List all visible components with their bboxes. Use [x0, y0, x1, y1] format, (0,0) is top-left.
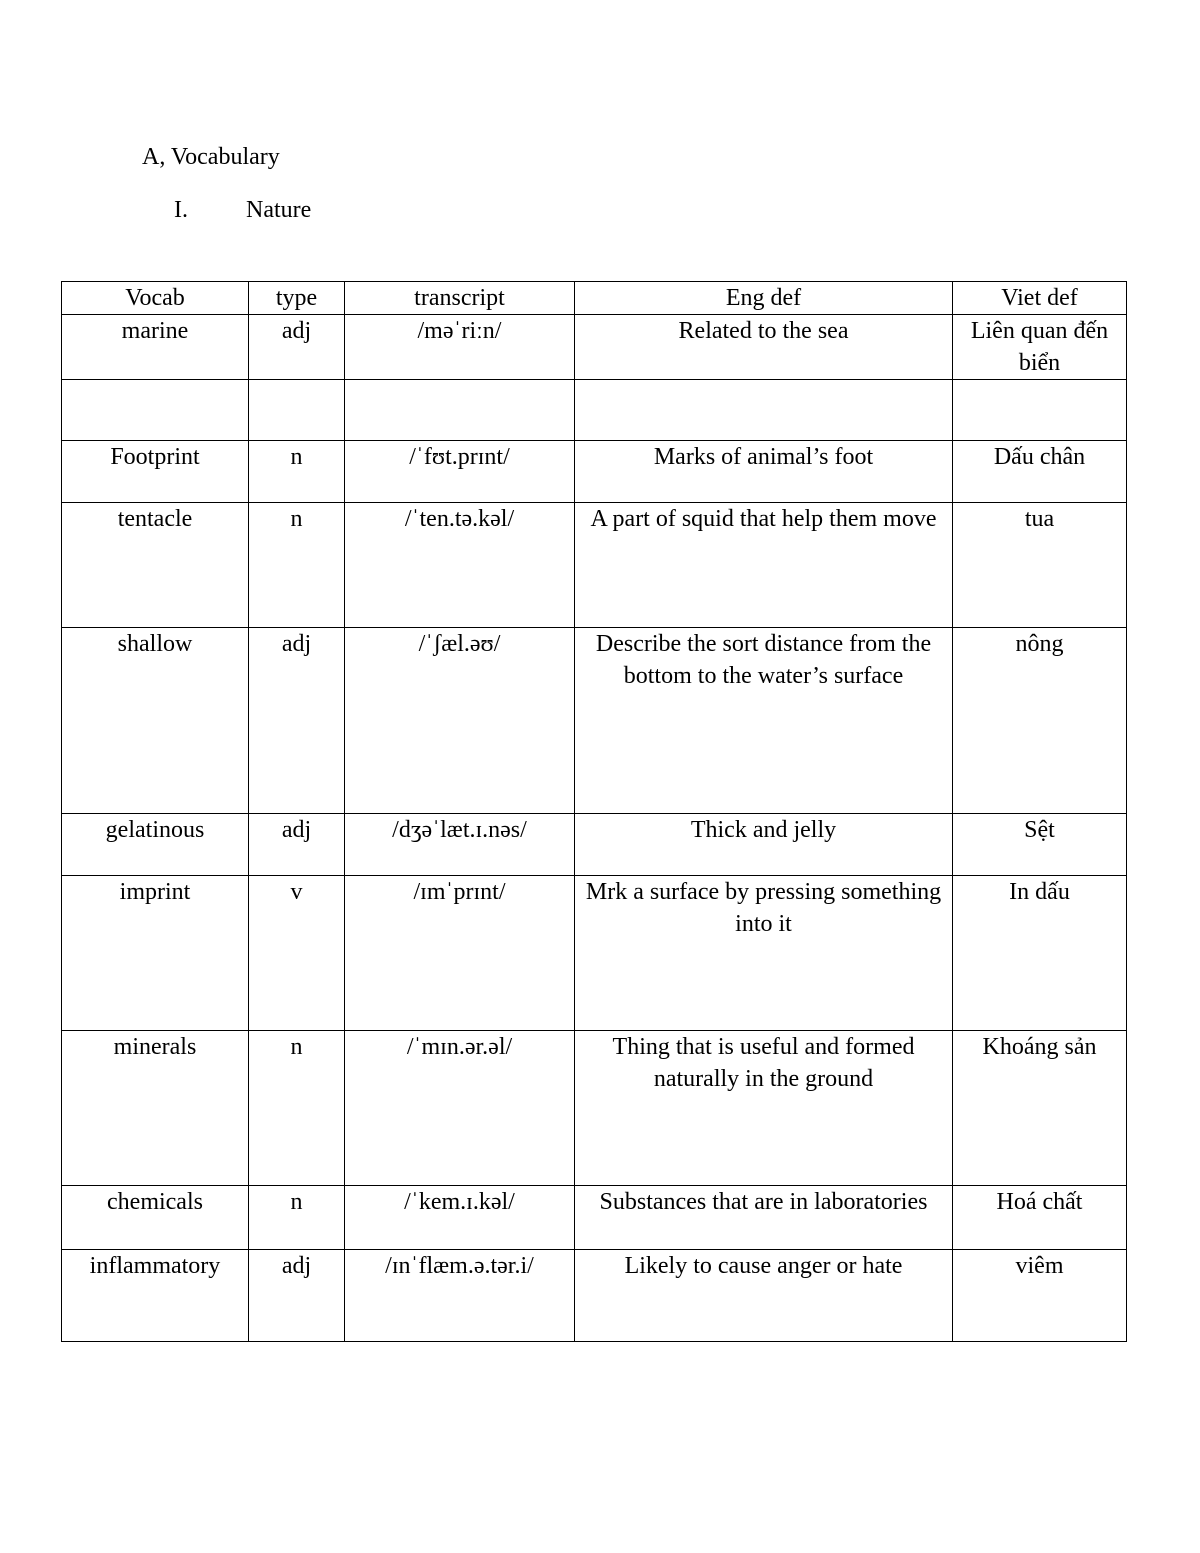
vocab-cell: gelatinous: [62, 814, 249, 876]
table-row: [62, 1031, 1127, 1186]
type-cell: v: [249, 876, 345, 1031]
table-row: [62, 315, 1127, 380]
column-header-transcript: transcript: [345, 282, 575, 315]
subsection-title: Nature: [246, 197, 312, 223]
eng-def-cell: A part of squid that help them move: [575, 503, 953, 628]
transcript-cell: /ɪmˈprɪnt/: [345, 876, 575, 1031]
eng-def-cell: [575, 380, 953, 441]
transcript-cell: [345, 380, 575, 441]
transcript-cell: /ɪnˈflæm.ə.tər.i/: [345, 1250, 575, 1342]
vocab-cell: tentacle: [62, 503, 249, 628]
viet-def-cell: Hoá chất: [953, 1186, 1127, 1250]
transcript-cell: /ˈten.tə.kəl/: [345, 503, 575, 628]
eng-def-cell: Likely to cause anger or hate: [575, 1250, 953, 1342]
viet-def-cell: Liên quan đến biển: [953, 315, 1127, 380]
column-header-type: type: [249, 282, 345, 315]
transcript-cell: /ˈfʊt.prɪnt/: [345, 441, 575, 503]
viet-def-cell: tua: [953, 503, 1127, 628]
type-cell: adj: [249, 814, 345, 876]
column-header-vocab: Vocab: [62, 282, 249, 315]
table-row: [62, 814, 1127, 876]
transcript-cell: /ˈʃæl.əʊ/: [345, 628, 575, 814]
type-cell: n: [249, 503, 345, 628]
vocab-cell: minerals: [62, 1031, 249, 1186]
eng-def-cell: Thick and jelly: [575, 814, 953, 876]
viet-def-cell: In dấu: [953, 876, 1127, 1031]
column-header-viet-def: Viet def: [953, 282, 1127, 315]
table-row: [62, 380, 1127, 441]
viet-def-cell: Khoáng sản: [953, 1031, 1127, 1186]
vocab-cell: inflammatory: [62, 1250, 249, 1342]
transcript-cell: /dʒəˈlæt.ɪ.nəs/: [345, 814, 575, 876]
column-header-eng-def: Eng def: [575, 282, 953, 315]
transcript-cell: /ˈmɪn.ər.əl/: [345, 1031, 575, 1186]
type-cell: [249, 380, 345, 441]
viet-def-cell: viêm: [953, 1250, 1127, 1342]
type-cell: adj: [249, 1250, 345, 1342]
viet-def-cell: [953, 380, 1127, 441]
section-heading: A, Vocabulary: [142, 144, 280, 170]
transcript-cell: /ˈkem.ɪ.kəl/: [345, 1186, 575, 1250]
vocabulary-table: [61, 281, 1127, 1342]
type-cell: adj: [249, 315, 345, 380]
transcript-cell: /məˈriːn/: [345, 315, 575, 380]
subsection-number: I.: [174, 197, 188, 223]
viet-def-cell: Dấu chân: [953, 441, 1127, 503]
table-header-row: [62, 282, 1127, 315]
table-row: [62, 503, 1127, 628]
vocab-cell: marine: [62, 315, 249, 380]
type-cell: adj: [249, 628, 345, 814]
table-row: [62, 1250, 1127, 1342]
eng-def-cell: Related to the sea: [575, 315, 953, 380]
type-cell: n: [249, 441, 345, 503]
table-row: [62, 1186, 1127, 1250]
viet-def-cell: nông: [953, 628, 1127, 814]
vocab-cell: chemicals: [62, 1186, 249, 1250]
table-row: [62, 628, 1127, 814]
vocab-cell: [62, 380, 249, 441]
eng-def-cell: Marks of animal’s foot: [575, 441, 953, 503]
eng-def-cell: Substances that are in laboratories: [575, 1186, 953, 1250]
type-cell: n: [249, 1031, 345, 1186]
eng-def-cell: Thing that is useful and formed naturally in the ground: [575, 1031, 953, 1186]
eng-def-cell: Mrk a surface by pressing something into it: [575, 876, 953, 1031]
vocab-cell: imprint: [62, 876, 249, 1031]
viet-def-cell: Sệt: [953, 814, 1127, 876]
eng-def-cell: Describe the sort distance from the bottom to the water’s surface: [575, 628, 953, 814]
vocab-cell: Footprint: [62, 441, 249, 503]
type-cell: n: [249, 1186, 345, 1250]
vocab-cell: shallow: [62, 628, 249, 814]
table-row: [62, 441, 1127, 503]
table-row: [62, 876, 1127, 1031]
